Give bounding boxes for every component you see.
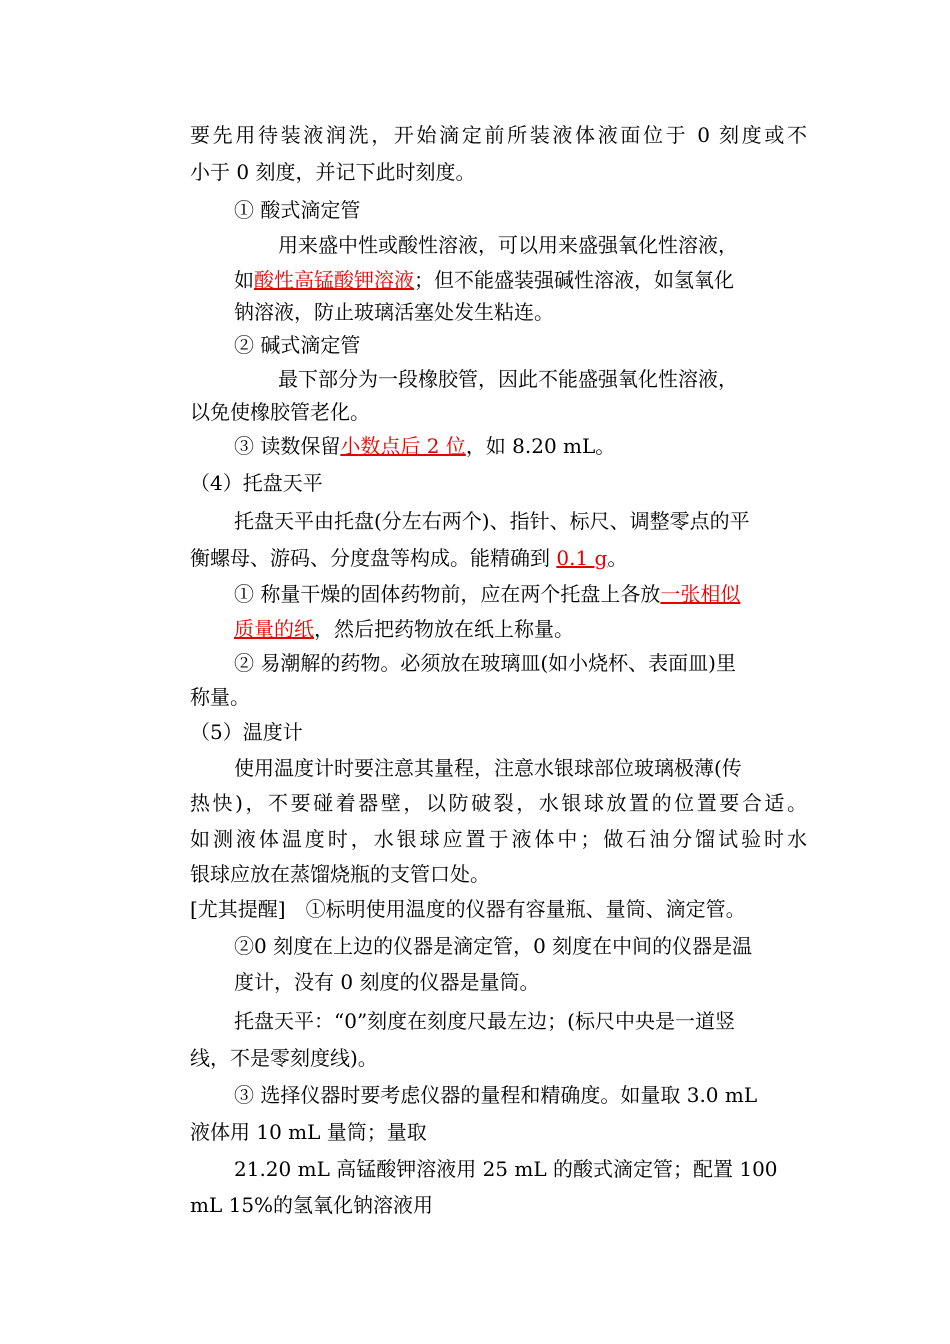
text-line: [尤其提醒] ①标明使用温度的仪器有容量瓶、量筒、滴定管。 [190,897,746,921]
text-line: 热快)，不要碰着器壁，以防破裂，水银球放置的位置要合适。 [190,791,807,815]
text-line: 使用温度计时要注意其量程，注意水银球部位玻璃极薄(传 [234,756,742,780]
text-span: ，然后把药物放在纸上称量。 [314,617,574,641]
text-line: 要先用待装液润洗，开始滴定前所装液体液面位于 0 刻度或不 [190,123,807,147]
text-line: 度计，没有 0 刻度的仪器是量筒。 [234,970,540,994]
text-line: 小于 0 刻度，并记下此时刻度。 [190,160,476,184]
text-span: ③ 读数保留 [234,434,341,458]
text-line: 银球应放在蒸馏烧瓶的支管口处。 [190,862,490,886]
text-span: ① 称量干燥的固体药物前，应在两个托盘上各放 [234,582,661,606]
text-line: 称量。 [190,685,250,709]
text-line: ② 易潮解的药物。必须放在玻璃皿(如小烧杯、表面皿)里 [234,651,736,675]
highlighted-term: 一张相似 [660,582,741,606]
text-span: ；但不能盛装强碱性溶液，如氢氧化 [414,268,734,292]
text-line: 液体用 10 mL 量筒；量取 [190,1120,427,1144]
text-line [234,434,615,458]
text-line: 用来盛中性或酸性溶液，可以用来盛强氧化性溶液， [278,233,738,257]
text-line: mL 15%的氢氧化钠溶液用 [190,1193,434,1217]
section-heading: （4）托盘天平 [190,471,323,495]
highlighted-term: 0.1 g [556,546,608,570]
text-line: ③ 选择仪器时要考虑仪器的量程和精确度。如量取 3.0 mL [234,1083,758,1107]
text-line: 钠溶液，防止玻璃活塞处发生粘连。 [234,300,554,324]
highlighted-term: 质量的纸 [234,617,314,641]
section-heading: （5）温度计 [190,720,303,744]
text-line [234,268,734,292]
text-span: 衡螺母、游码、分度盘等构成。能精确到 [190,546,557,570]
text-line: 托盘天平：“0”刻度在刻度尺最左边；(标尺中央是一道竖 [234,1009,735,1033]
text-line: 21.20 mL 高锰酸钾溶液用 25 mL 的酸式滴定管；配置 100 [234,1157,778,1181]
text-line [234,617,574,641]
text-line: 托盘天平由托盘(分左右两个)、指针、标尺、调整零点的平 [234,509,750,533]
text-span: 如 [234,268,254,292]
text-span: ，如 8.20 mL。 [465,434,616,458]
text-line: 最下部分为一段橡胶管，因此不能盛强氧化性溶液， [278,367,738,391]
text-line: 如测液体温度时，水银球应置于液体中；做石油分馏试验时水 [190,827,807,851]
text-line [190,546,627,570]
list-heading: ② 碱式滴定管 [234,333,361,357]
highlighted-term: 小数点后 2 位 [340,434,466,458]
text-line: 以免使橡胶管老化。 [190,400,370,424]
text-line: 线，不是零刻度线)。 [190,1046,378,1070]
list-heading: ① 酸式滴定管 [234,198,361,222]
highlighted-term: 酸性高锰酸钾溶液 [254,268,414,292]
text-span: 。 [607,546,628,570]
text-line: ②0 刻度在上边的仪器是滴定管，0 刻度在中间的仪器是温 [234,934,753,958]
text-line [234,582,740,606]
